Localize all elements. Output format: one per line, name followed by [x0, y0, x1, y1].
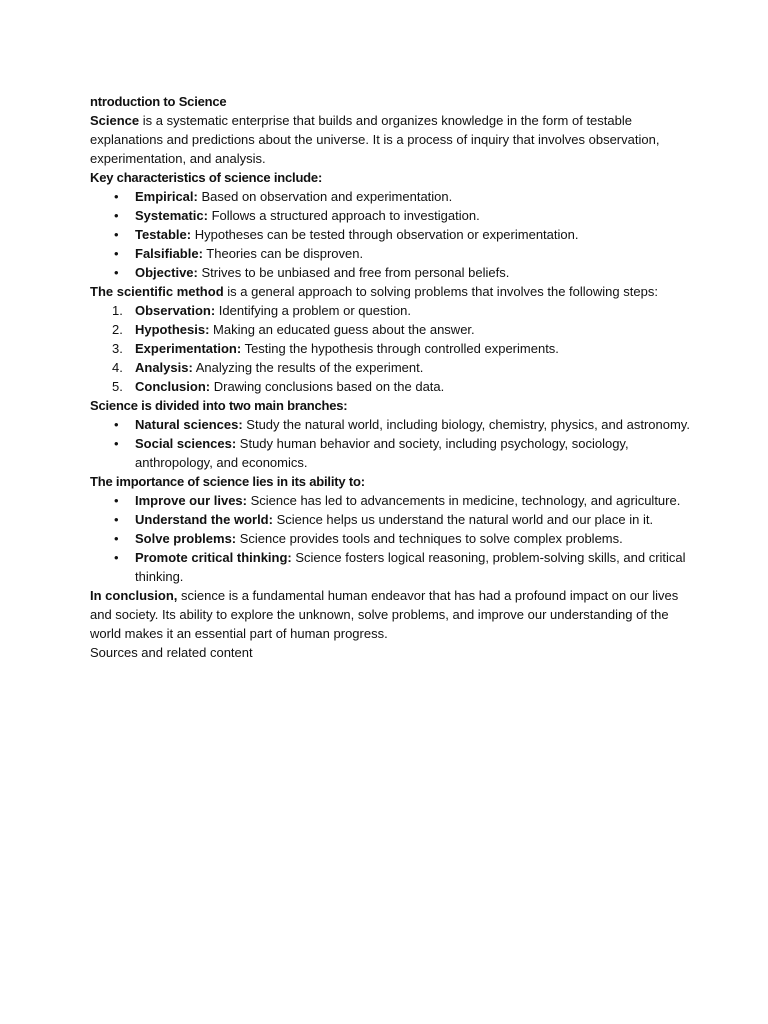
- characteristics-heading: Key characteristics of science include:: [90, 170, 323, 185]
- list-item-text: Study the natural world, including biology, chemistry, physics, and astronomy.: [242, 417, 690, 432]
- bullet-icon: •: [114, 417, 119, 432]
- list-item-text: Making an educated guess about the answer.: [209, 322, 475, 337]
- list-item-text: Hypotheses can be tested through observation or experimentation.: [191, 227, 579, 242]
- list-item: [90, 320, 690, 339]
- list-item: [90, 225, 690, 244]
- bullet-icon: •: [114, 265, 119, 280]
- bullet-icon: •: [114, 512, 119, 527]
- list-item-text: Strives to be unbiased and free from personal beliefs.: [197, 265, 510, 280]
- list-item: [90, 301, 690, 320]
- conclusion-paragraph: [90, 586, 690, 643]
- list-item-text: Testing the hypothesis through controlled experiments.: [241, 341, 559, 356]
- list-item-term: Conclusion:: [135, 379, 211, 394]
- list-item-text: Based on observation and experimentation.: [197, 189, 453, 204]
- list-item-text: Science has led to advancements in medicine, technology, and agriculture.: [246, 493, 681, 508]
- list-item-text: Identifying a problem or question.: [215, 303, 412, 318]
- list-item-term: Experimentation:: [135, 341, 242, 356]
- list-item-text: Follows a structured approach to investigation.: [207, 208, 480, 223]
- list-item: [90, 434, 690, 472]
- list-item-text: Analyzing the results of the experiment.: [192, 360, 424, 375]
- bullet-icon: •: [114, 227, 119, 242]
- list-item: [90, 415, 690, 434]
- intro-paragraph: [90, 111, 690, 168]
- bullet-icon: •: [114, 189, 119, 204]
- importance-list: [90, 491, 690, 586]
- list-item: [90, 377, 690, 396]
- step-number: 1.: [112, 303, 123, 318]
- conclusion-text: science is a fundamental human endeavor that has had a profound impact on our lives and society. Its ability to explore the unknown, solve problems, and improve our understanding of the world makes it an essential part of human progress.: [90, 588, 679, 641]
- importance-heading: The importance of science lies in its ability to:: [90, 474, 365, 489]
- conclusion-term: In conclusion,: [90, 588, 178, 603]
- list-item-term: Falsifiable:: [135, 246, 203, 261]
- bullet-icon: •: [114, 208, 119, 223]
- list-item-text: Science provides tools and techniques to solve complex problems.: [236, 531, 623, 546]
- list-item-term: Natural sciences:: [135, 417, 243, 432]
- list-item-term: Systematic:: [135, 208, 208, 223]
- list-item: [90, 339, 690, 358]
- list-item-term: Testable:: [135, 227, 192, 242]
- list-item-text: Study human behavior and society, including psychology, sociology, anthropology, and economics.: [135, 436, 629, 470]
- list-item-text: Science helps us understand the natural world and our place in it.: [272, 512, 654, 527]
- list-item-term: Objective:: [135, 265, 198, 280]
- list-item-term: Hypothesis:: [135, 322, 210, 337]
- bullet-icon: •: [114, 246, 119, 261]
- list-item-term: Solve problems:: [135, 531, 237, 546]
- list-item: [90, 510, 690, 529]
- bullet-icon: •: [114, 550, 119, 565]
- list-item-text: Theories can be disproven.: [202, 246, 364, 261]
- list-item: [90, 548, 690, 586]
- branches-list: [90, 415, 690, 472]
- step-number: 3.: [112, 341, 123, 356]
- list-item-term: Empirical:: [135, 189, 198, 204]
- bullet-icon: •: [114, 531, 119, 546]
- list-item-text: Science fosters logical reasoning, problem-solving skills, and critical thinking.: [135, 550, 686, 584]
- method-text: is a general approach to solving problems that involves the following steps:: [223, 284, 658, 299]
- list-item: [90, 244, 690, 263]
- bullet-icon: •: [114, 493, 119, 508]
- document-page: [90, 92, 690, 662]
- bullet-icon: •: [114, 436, 119, 451]
- step-number: 4.: [112, 360, 123, 375]
- list-item-term: Analysis:: [135, 360, 193, 375]
- step-number: 5.: [112, 379, 123, 394]
- intro-term: Science: [90, 113, 140, 128]
- list-item: [90, 206, 690, 225]
- list-item: [90, 187, 690, 206]
- list-item-term: Understand the world:: [135, 512, 273, 527]
- list-item-term: Improve our lives:: [135, 493, 247, 508]
- method-term: The scientific method: [90, 284, 224, 299]
- step-number: 2.: [112, 322, 123, 337]
- method-paragraph: [90, 282, 690, 301]
- list-item: [90, 529, 690, 548]
- list-item-term: Observation:: [135, 303, 216, 318]
- list-item: [90, 491, 690, 510]
- characteristics-list: [90, 187, 690, 282]
- sources-link-text: Sources and related content: [90, 645, 253, 660]
- list-item-text: Drawing conclusions based on the data.: [210, 379, 445, 394]
- list-item-term: Promote critical thinking:: [135, 550, 292, 565]
- list-item: [90, 263, 690, 282]
- list-item-term: Social sciences:: [135, 436, 237, 451]
- intro-text: is a systematic enterprise that builds and organizes knowledge in the form of testable explanations and predictions about the universe. It is a process of inquiry that involves observation, experimentation, and analysis.: [90, 113, 660, 166]
- document-title: ntroduction to Science: [90, 94, 227, 109]
- list-item: [90, 358, 690, 377]
- method-steps-list: [90, 301, 690, 396]
- branches-heading: Science is divided into two main branches:: [90, 398, 348, 413]
